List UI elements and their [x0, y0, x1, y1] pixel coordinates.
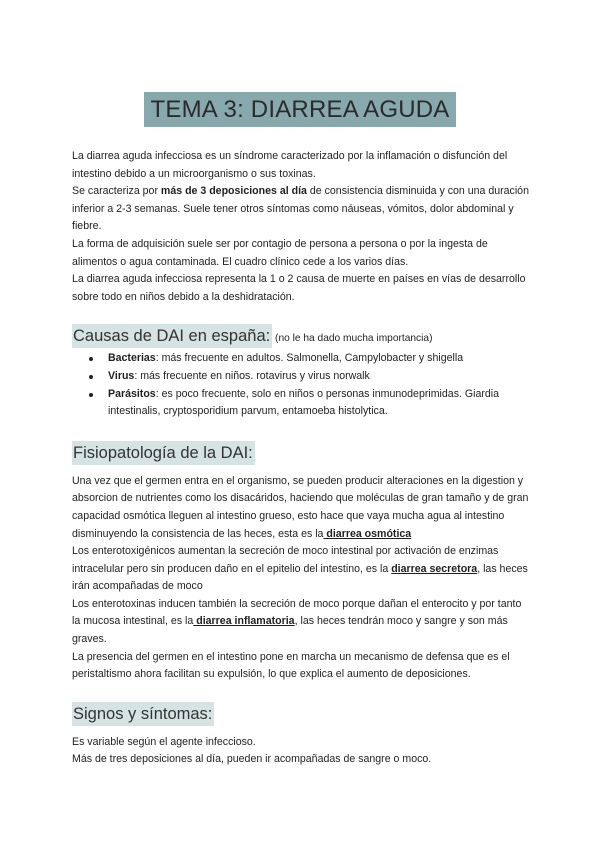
fisio-text: Una vez que el germen entra en el organismo, se pueden producir alteraciones en la digestion y absorcion de nutrientes como los disacáridos, haciendo que moléculas de gran tamaño y de gran capacidad osmótica lleguen al intestino grueso, esto hace que vaya mucha agua al intestino disminuyendo la consistencia de las heces, esta es la — [72, 474, 529, 540]
document-content — [72, 148, 532, 769]
intro-bold: más de 3 deposiciones al día — [160, 185, 307, 198]
fisio-section — [72, 441, 532, 684]
fisio-paragraph-4: La presencia del germen en el intestino pone en marcha un mecanismo de defensa que es el peristaltismo ahora facilitan su expulsión, lo que explica el aumento de deposiciones. — [72, 650, 510, 681]
signos-line-2: Más de tres deposiciones al día, pueden ir acompañadas de sangre o moco. — [72, 753, 432, 766]
list-item — [72, 386, 532, 421]
fisio-text: Los enterotoxigénicos aumentan la secreción de moco intestinal por activación de enzimas intracelular pero sin producen daño en el epitelio del intestino, es la — [72, 545, 499, 575]
list-item — [72, 350, 532, 368]
item-text: : es poco frecuente, solo en niños o personas inmunodeprimidas. Giardia intestinalis, cryptosporidium parvum, entamoeba histolytica. — [108, 387, 500, 418]
intro-paragraph-2 — [72, 183, 532, 236]
intro-text: de consistencia disminuida y con una duración inferior a 2-3 semanas. Suele tener otros síntomas como náuseas, vómitos, dolor abdominal y fiebre. — [72, 185, 529, 233]
page-title: TEMA 3: DIARREA AGUDA — [144, 92, 457, 127]
fisio-text: Los enterotoxinas inducen también la secreción de moco porque dañan el enterocito y por tanto la mucosa intestinal, es la — [72, 597, 522, 628]
fisio-body — [72, 473, 532, 684]
fisio-text: , las heces irán acompañadas de moco — [72, 562, 528, 593]
signos-section — [72, 702, 532, 769]
causas-heading-row — [72, 324, 532, 348]
term-secretora: diarrea secretora — [391, 562, 478, 575]
fisio-paragraph-3 — [72, 596, 532, 649]
intro-section — [72, 148, 532, 306]
fisio-heading: Fisiopatología de la DAI: — [72, 441, 255, 465]
signos-body — [72, 734, 532, 769]
fisio-paragraph-1 — [72, 473, 532, 543]
item-label: Bacterias — [108, 352, 156, 365]
signos-line-1: Es variable según el agente infeccioso. — [72, 735, 256, 748]
causas-heading: Causas de DAI en españa: — [72, 324, 272, 348]
fisio-text: , las heces tendrán moco y sangre y son más graves. — [72, 615, 508, 646]
term-inflamatoria: diarrea inflamatoria — [193, 615, 295, 628]
item-label: Parásitos — [108, 387, 156, 400]
item-text: : más frecuente en niños. rotavirus y virus norwalk — [134, 369, 370, 382]
causas-note: (no le ha dado mucha importancia) — [272, 333, 433, 345]
intro-paragraph-4: La diarrea aguda infecciosa representa la 1 o 2 causa de muerte en países en vías de desarrollo sobre todo en niños debido a la deshidratación. — [72, 273, 526, 303]
title-wrap — [0, 76, 600, 143]
intro-text: Se caracteriza por — [72, 185, 161, 198]
fisio-paragraph-2 — [72, 543, 532, 596]
list-item — [72, 368, 532, 386]
causas-section — [72, 324, 532, 420]
item-label: Virus — [108, 369, 135, 382]
intro-paragraph-3: La forma de adquisición suele ser por contagio de persona a persona o por la ingesta de alimentos o agua contaminada. El cuadro clínico cede a los varios días. — [72, 237, 488, 268]
item-text: : más frecuente en adultos. Salmonella, Campylobacter y shigella — [155, 352, 464, 365]
intro-paragraph-1: La diarrea aguda infecciosa es un síndrome caracterizado por la inflamación o disfunción del intestino debido a un microorganismo o sus toxinas. — [72, 150, 508, 180]
causas-list — [72, 350, 532, 420]
signos-heading: Signos y síntomas: — [72, 702, 214, 726]
term-osmotica: diarrea osmótica — [323, 527, 412, 540]
